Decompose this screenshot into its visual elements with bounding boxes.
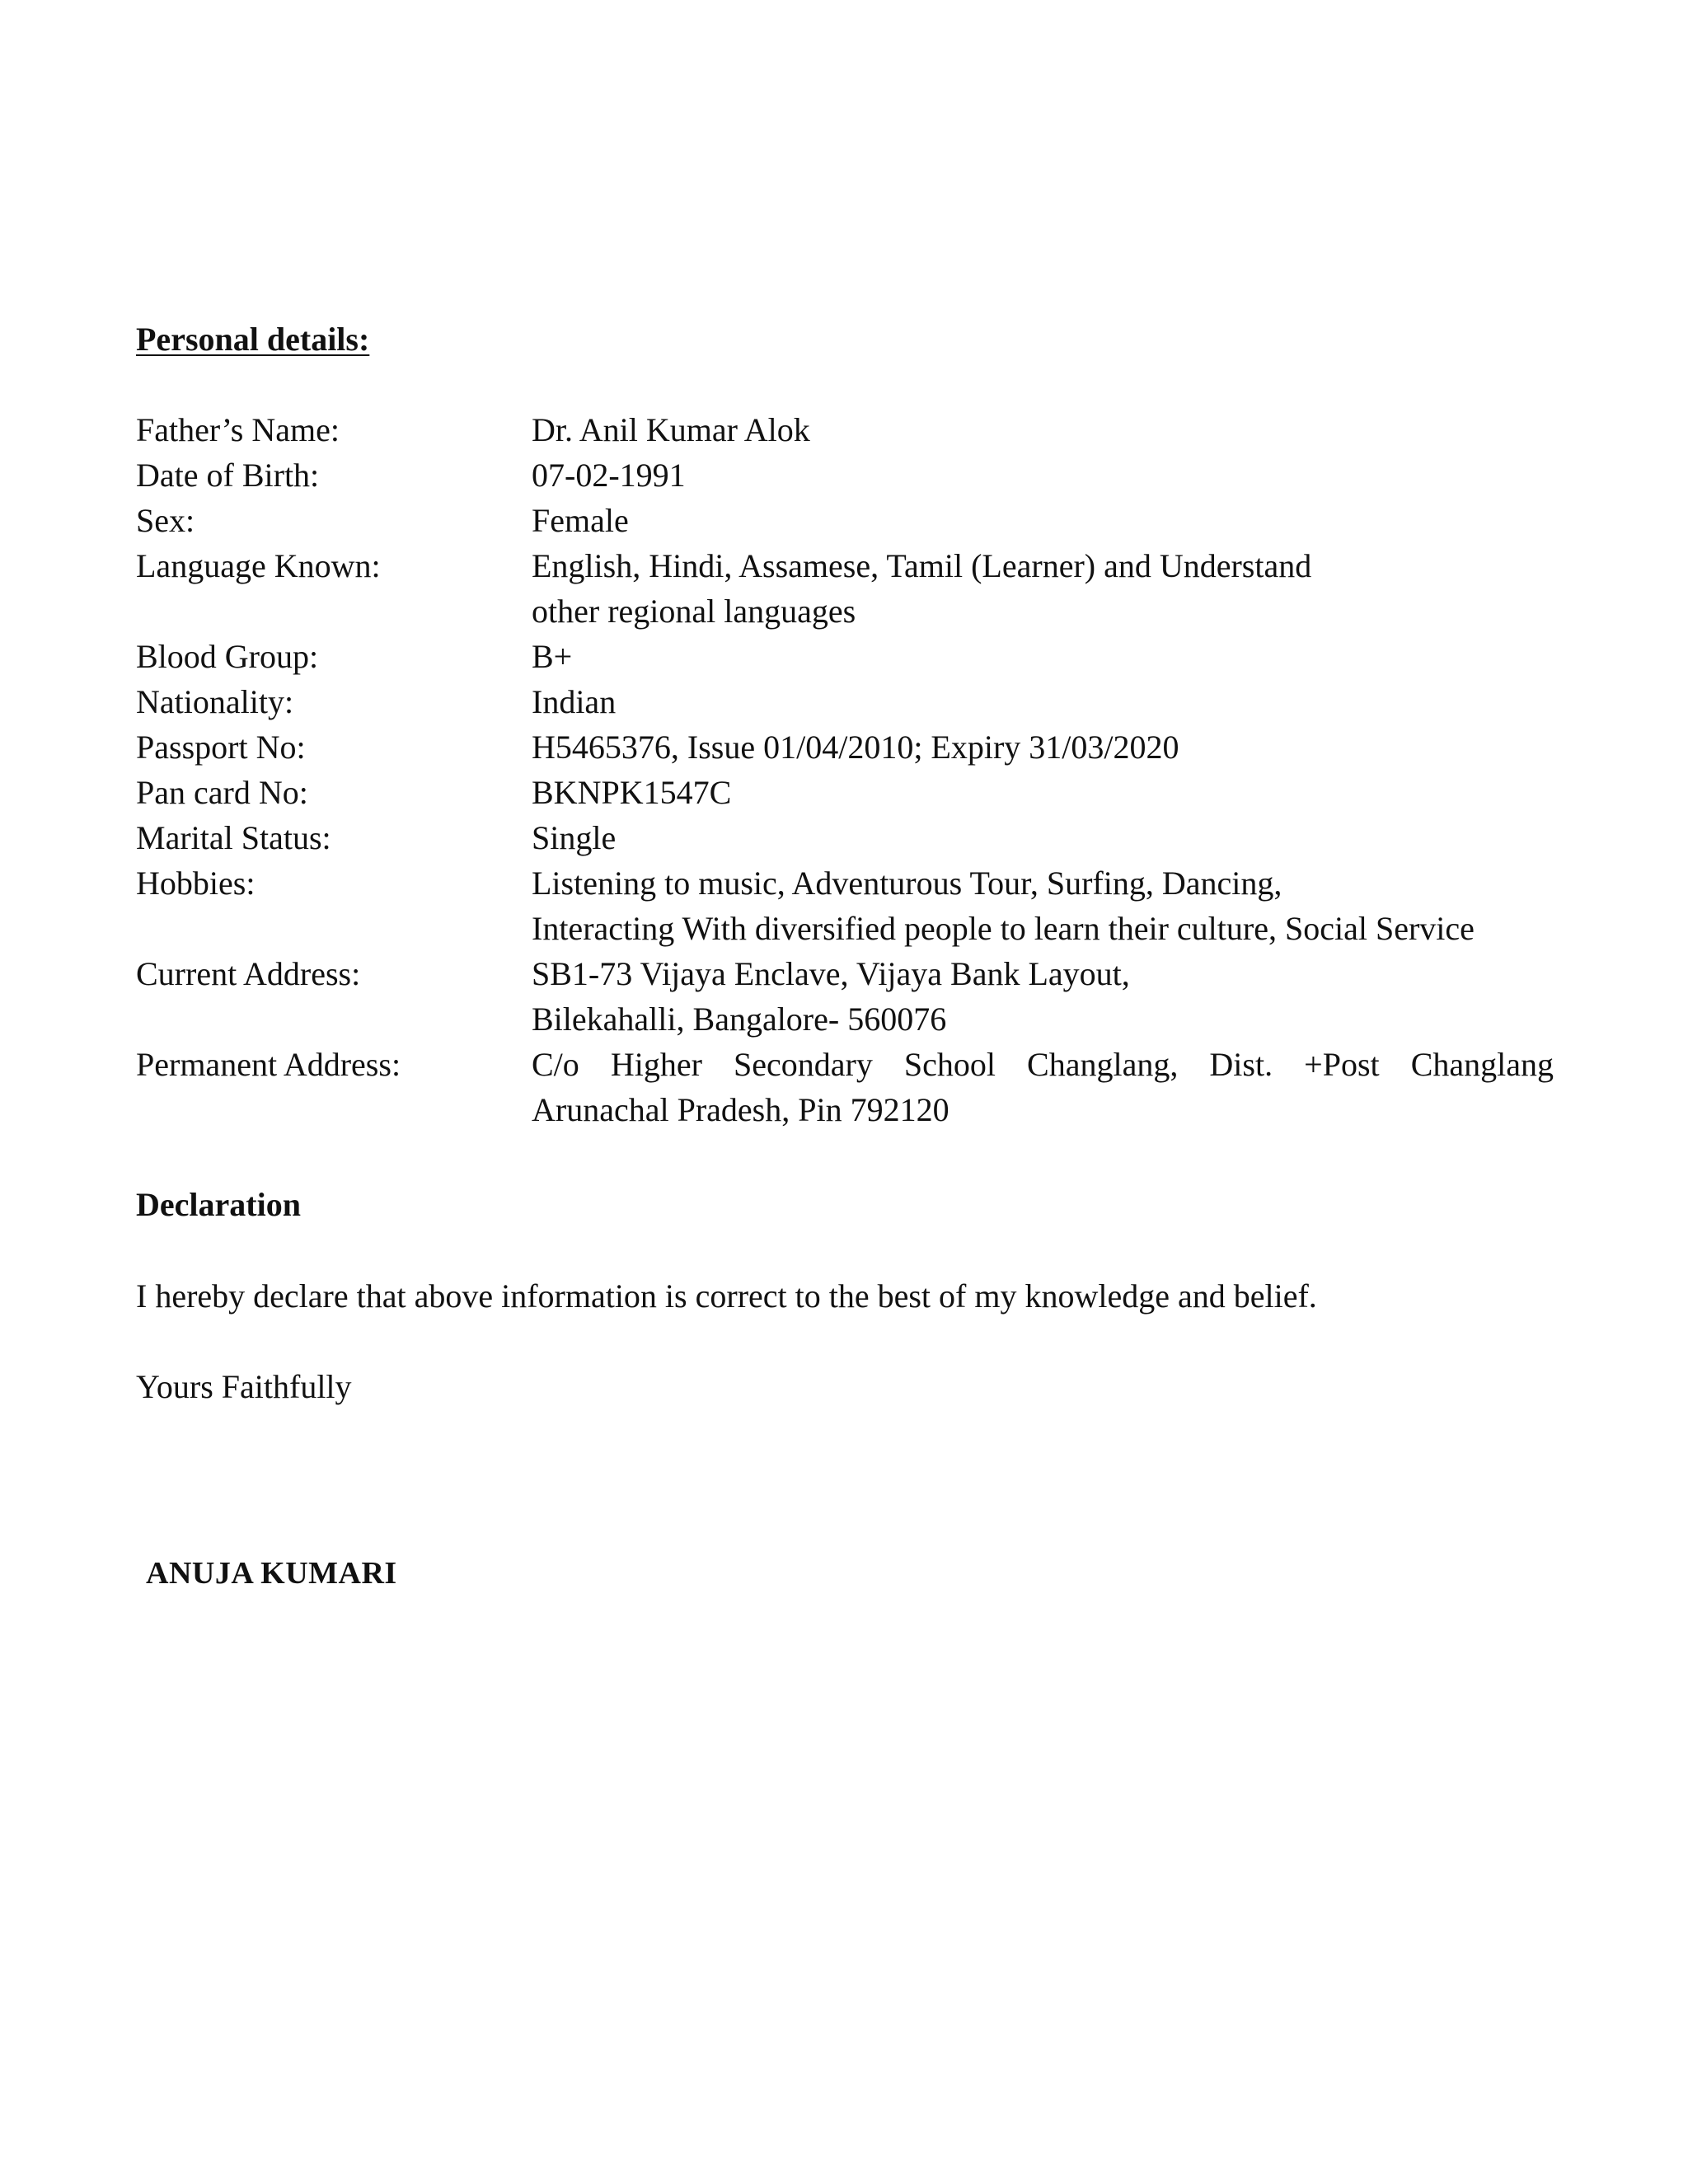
- detail-row-passport-no: [136, 724, 1554, 770]
- detail-value-line: H5465376, Issue 01/04/2010; Expiry 31/03/2020: [532, 729, 1179, 766]
- detail-value-line: Interacting With diversified people to learn their culture, Social Service: [532, 910, 1475, 947]
- detail-value: [532, 860, 1554, 951]
- detail-value-line: Bilekahalli, Bangalore- 560076: [532, 1001, 947, 1038]
- detail-value: [532, 679, 1554, 724]
- declaration-text: I hereby declare that above information is correct to the best of my knowledge and belief.: [136, 1277, 1317, 1315]
- detail-value-line: 07-02-1991: [532, 457, 686, 494]
- detail-value: [532, 724, 1554, 770]
- detail-value-line: Arunachal Pradesh, Pin 792120: [532, 1091, 950, 1128]
- detail-label: Current Address:: [136, 955, 361, 992]
- personal-details-heading: [136, 323, 369, 356]
- detail-row-language-known: [136, 543, 1554, 634]
- detail-value: [532, 407, 1554, 452]
- detail-value-line: Female: [532, 502, 629, 539]
- personal-details-list: [136, 407, 1554, 1132]
- detail-row-hobbies: [136, 860, 1554, 951]
- closing-text: Yours Faithfully: [136, 1368, 352, 1405]
- detail-label: Blood Group:: [136, 638, 319, 675]
- detail-label: Sex:: [136, 502, 195, 539]
- detail-value: [532, 951, 1554, 1042]
- detail-row-permanent-address: [136, 1042, 1554, 1132]
- detail-label: Language Known:: [136, 547, 381, 584]
- detail-value: [532, 1042, 1554, 1132]
- detail-row-fathers-name: [136, 407, 1554, 452]
- detail-value-line: Single: [532, 819, 617, 856]
- detail-value-line: BKNPK1547C: [532, 774, 732, 811]
- detail-value: [532, 634, 1554, 679]
- detail-row-nationality: [136, 679, 1554, 724]
- detail-value-line: Indian: [532, 683, 617, 720]
- detail-value: [532, 543, 1554, 634]
- detail-label: Passport No:: [136, 729, 306, 766]
- detail-value-line: English, Hindi, Assamese, Tamil (Learner) and Understand: [532, 547, 1312, 584]
- detail-value-line: SB1-73 Vijaya Enclave, Vijaya Bank Layout,: [532, 955, 1130, 992]
- detail-label: Pan card No:: [136, 774, 308, 811]
- detail-value-line: other regional languages: [532, 593, 856, 630]
- detail-value: [532, 815, 1554, 860]
- detail-value: [532, 452, 1554, 498]
- detail-value-line: Listening to music, Adventurous Tour, Surfing, Dancing,: [532, 865, 1282, 902]
- detail-value-line: C/o Higher Secondary School Changlang, Dist. +Post Changlang: [532, 1046, 1554, 1083]
- detail-label: Marital Status:: [136, 819, 331, 856]
- detail-label: Nationality:: [136, 683, 294, 720]
- detail-value: [532, 498, 1554, 543]
- detail-row-current-address: [136, 951, 1554, 1042]
- personal-details-heading-text: Personal details:: [136, 321, 370, 358]
- detail-label: Permanent Address:: [136, 1046, 401, 1083]
- detail-row-blood-group: [136, 634, 1554, 679]
- signature-name: ANUJA KUMARI: [146, 1556, 397, 1591]
- detail-row-sex: [136, 498, 1554, 543]
- detail-label: Hobbies:: [136, 865, 256, 902]
- detail-row-pan-card-no: [136, 770, 1554, 815]
- detail-value-line: B+: [532, 638, 573, 675]
- declaration-heading: Declaration: [136, 1186, 301, 1223]
- detail-row-date-of-birth: [136, 452, 1554, 498]
- detail-value-line: Dr. Anil Kumar Alok: [532, 411, 810, 448]
- detail-label: Father’s Name:: [136, 411, 340, 448]
- detail-row-marital-status: [136, 815, 1554, 860]
- detail-label: Date of Birth:: [136, 457, 320, 494]
- detail-value: [532, 770, 1554, 815]
